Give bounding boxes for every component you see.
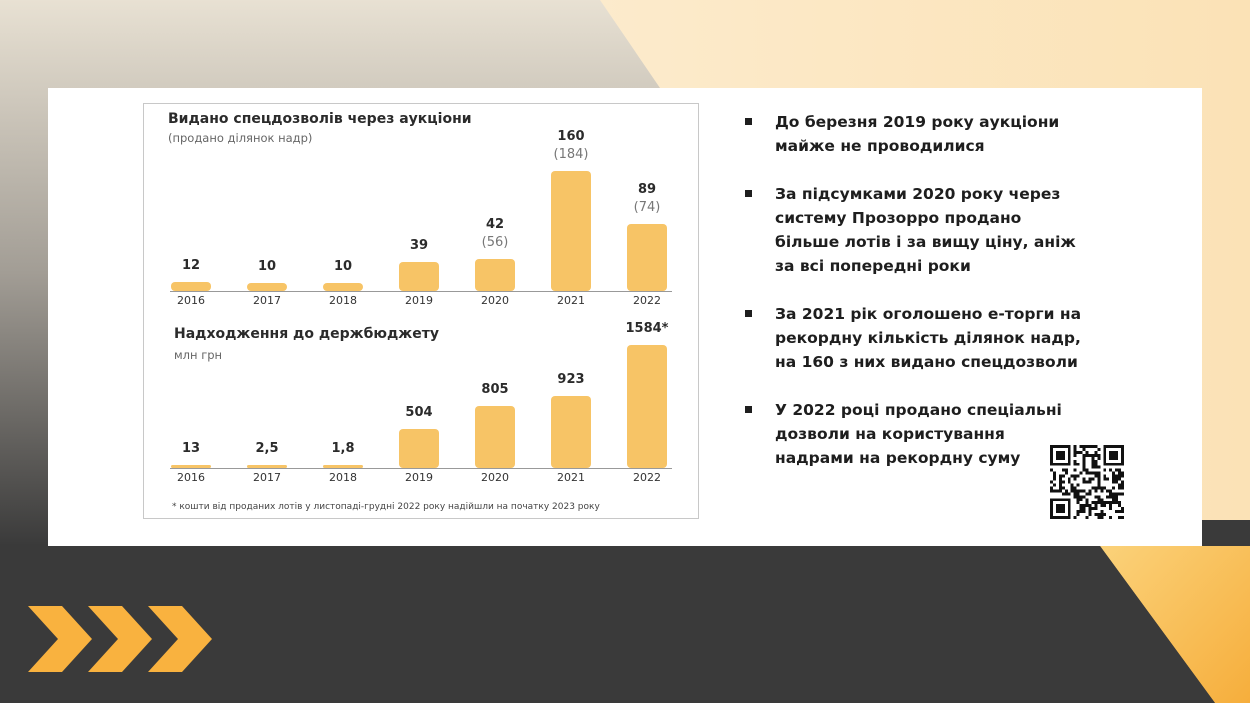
chart1-sub-label: (74) (633, 200, 661, 216)
bullet-square-icon (745, 310, 752, 317)
bullet-text: У 2022 році продано спеціальні дозволи на користування надрами на рекордну суму (775, 401, 1062, 467)
chart2-value-label: 805 (481, 381, 509, 397)
chart-panel (143, 103, 699, 519)
chart2-value-label: 923 (557, 372, 585, 388)
chart2-title: Надходження до держбюджету (174, 326, 439, 342)
chart2-bar (323, 465, 363, 468)
chart2-category-label: 2021 (557, 471, 585, 484)
bullet-text: До березня 2019 року аукціони майже не проводилися (775, 113, 1060, 155)
chevron-arrows-icon (28, 604, 238, 674)
chart2-bar (551, 396, 591, 468)
chart2-value-label: 13 (181, 441, 201, 456)
chart2-baseline (170, 468, 672, 469)
content-card (48, 88, 1202, 546)
bullet-item (743, 110, 1083, 158)
bullet-item (743, 182, 1083, 278)
chart1-value-label: 10 (257, 259, 277, 275)
chart2-plot (144, 104, 698, 494)
chart1-category-label: 2022 (633, 294, 661, 307)
bullet-text: За 2021 рік оголошено е-торги на рекордну кількість ділянок надр, на 160 з них видано спецдозволи (775, 305, 1082, 371)
chart2-bar (627, 345, 667, 468)
chart2-footnote: * кошти від проданих лотів у листопаді-грудні 2022 року надійшли на початку 2023 року (172, 502, 600, 512)
chart2-category-label: 2022 (633, 471, 661, 484)
bullet-item (743, 398, 1083, 470)
bullet-list (743, 110, 1083, 494)
bullet-item (743, 302, 1083, 374)
chart2-category-label: 2020 (481, 471, 509, 484)
chart1-sub-label: (184) (553, 146, 589, 162)
chart2-bar (247, 465, 287, 468)
chart1-category-label: 2021 (557, 294, 585, 307)
chart2-category-label: 2018 (329, 471, 357, 484)
chart2-value-label: 2,5 (255, 441, 279, 456)
bullet-square-icon (745, 118, 752, 125)
chart1-value-label: 160 (557, 128, 585, 144)
chart1-sub-label: (56) (481, 235, 509, 251)
bullet-text: За підсумками 2020 року через систему Прозорро продано більше лотів і за вищу ціну, аніж за всі попередні роки (775, 185, 1076, 275)
bullet-square-icon (745, 190, 752, 197)
chart2-value-label: 504 (405, 404, 433, 420)
chart2-bar (171, 465, 211, 468)
chart2-value-label: 1584* (625, 321, 669, 337)
chart2-bar (475, 406, 515, 468)
chart1-category-label: 2018 (329, 294, 357, 307)
chart1-value-label: 89 (637, 182, 657, 198)
chart1-subtitle: (продано ділянок надр) (168, 131, 313, 145)
chart1-value-label: 10 (333, 259, 353, 275)
chart2-bar (399, 429, 439, 468)
chart1-value-label: 39 (409, 237, 429, 253)
chart2-category-label: 2016 (177, 471, 205, 484)
bullet-square-icon (745, 406, 752, 413)
chart1-category-label: 2017 (253, 294, 281, 307)
chart1-value-label: 12 (181, 257, 201, 273)
chart1-value-label: 42 (485, 217, 505, 233)
chart1-category-label: 2019 (405, 294, 433, 307)
chart1-title: Видано спецдозволів через аукціони (168, 111, 472, 127)
chart2-subtitle: млн грн (174, 348, 223, 362)
chart1-category-label: 2016 (177, 294, 205, 307)
chart2-value-label: 1,8 (331, 441, 355, 456)
chart1-category-label: 2020 (481, 294, 509, 307)
chart2-category-label: 2017 (253, 471, 281, 484)
qr-code-icon[interactable] (1050, 445, 1124, 519)
chart2-category-label: 2019 (405, 471, 433, 484)
